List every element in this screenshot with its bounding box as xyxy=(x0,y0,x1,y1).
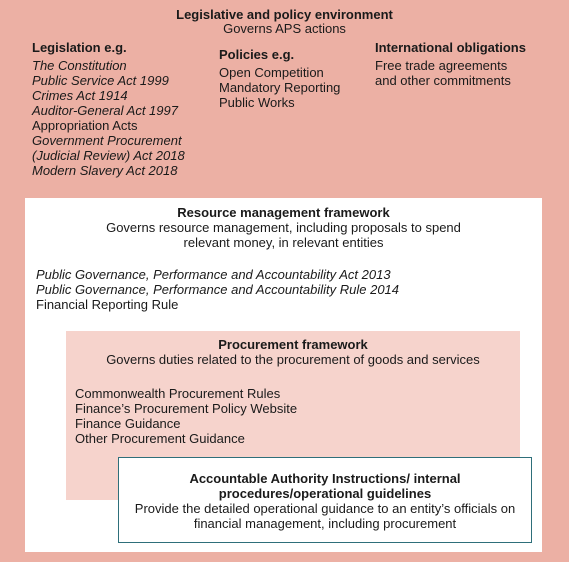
legislation-item: The Constitution xyxy=(32,58,127,73)
aai-description xyxy=(119,501,531,531)
legislation-item: (Judicial Review) Act 2018 xyxy=(32,148,185,163)
resource-management-framework-box xyxy=(25,198,542,552)
pf-title: Procurement framework xyxy=(218,337,368,352)
legislation-heading: Legislation e.g. xyxy=(32,40,127,55)
legislation-item: Public Service Act 1999 xyxy=(32,73,169,88)
pf-item: Commonwealth Procurement Rules xyxy=(75,386,281,401)
legislation-item: Appropriation Acts xyxy=(32,118,138,133)
legislation-item: Crimes Act 1914 xyxy=(32,88,128,103)
rmf-desc-line: Governs resource management, including proposals to spend xyxy=(106,220,461,235)
international-item: and other commitments xyxy=(375,73,511,88)
policies-item: Mandatory Reporting xyxy=(219,80,341,95)
legislation-item: Modern Slavery Act 2018 xyxy=(32,163,178,178)
rmf-title: Resource management framework xyxy=(177,205,390,220)
aai-title-line: Accountable Authority Instructions/ internal xyxy=(189,471,461,486)
policies-item: Open Competition xyxy=(219,65,324,80)
international-heading: International obligations xyxy=(375,40,526,55)
rmf-list xyxy=(36,267,399,312)
rmf-item: Financial Reporting Rule xyxy=(36,297,179,312)
pf-item: Finance Guidance xyxy=(75,416,181,431)
accountable-authority-instructions-box xyxy=(118,457,532,543)
policies-item: Public Works xyxy=(219,95,295,110)
pf-list xyxy=(75,386,297,446)
pf-description: Governs duties related to the procurement of goods and services xyxy=(106,352,480,367)
legislation-item: Auditor-General Act 1997 xyxy=(32,103,178,118)
pf-item: Finance’s Procurement Policy Website xyxy=(75,401,298,416)
rmf-description xyxy=(25,220,542,250)
aai-desc-line: Provide the detailed operational guidance to an entity’s officials on xyxy=(134,501,516,516)
rmf-item: Public Governance, Performance and Accountability Act 2013 xyxy=(36,267,391,282)
legislation-column xyxy=(32,40,185,178)
rmf-item: Public Governance, Performance and Accountability Rule 2014 xyxy=(36,282,400,297)
outer-subtitle: Governs APS actions xyxy=(223,21,346,36)
legislation-item: Government Procurement xyxy=(32,133,182,148)
aai-title xyxy=(119,471,531,501)
international-item: Free trade agreements xyxy=(375,58,508,73)
outer-title: Legislative and policy environment xyxy=(176,7,393,22)
rmf-desc-line: relevant money, in relevant entities xyxy=(183,235,384,250)
policies-heading: Policies e.g. xyxy=(219,47,295,62)
policies-column xyxy=(219,47,340,110)
aai-title-line: procedures/operational guidelines xyxy=(218,486,432,501)
international-column xyxy=(375,40,526,88)
pf-item: Other Procurement Guidance xyxy=(75,431,245,446)
aai-desc-line: financial management, including procurement xyxy=(193,516,457,531)
